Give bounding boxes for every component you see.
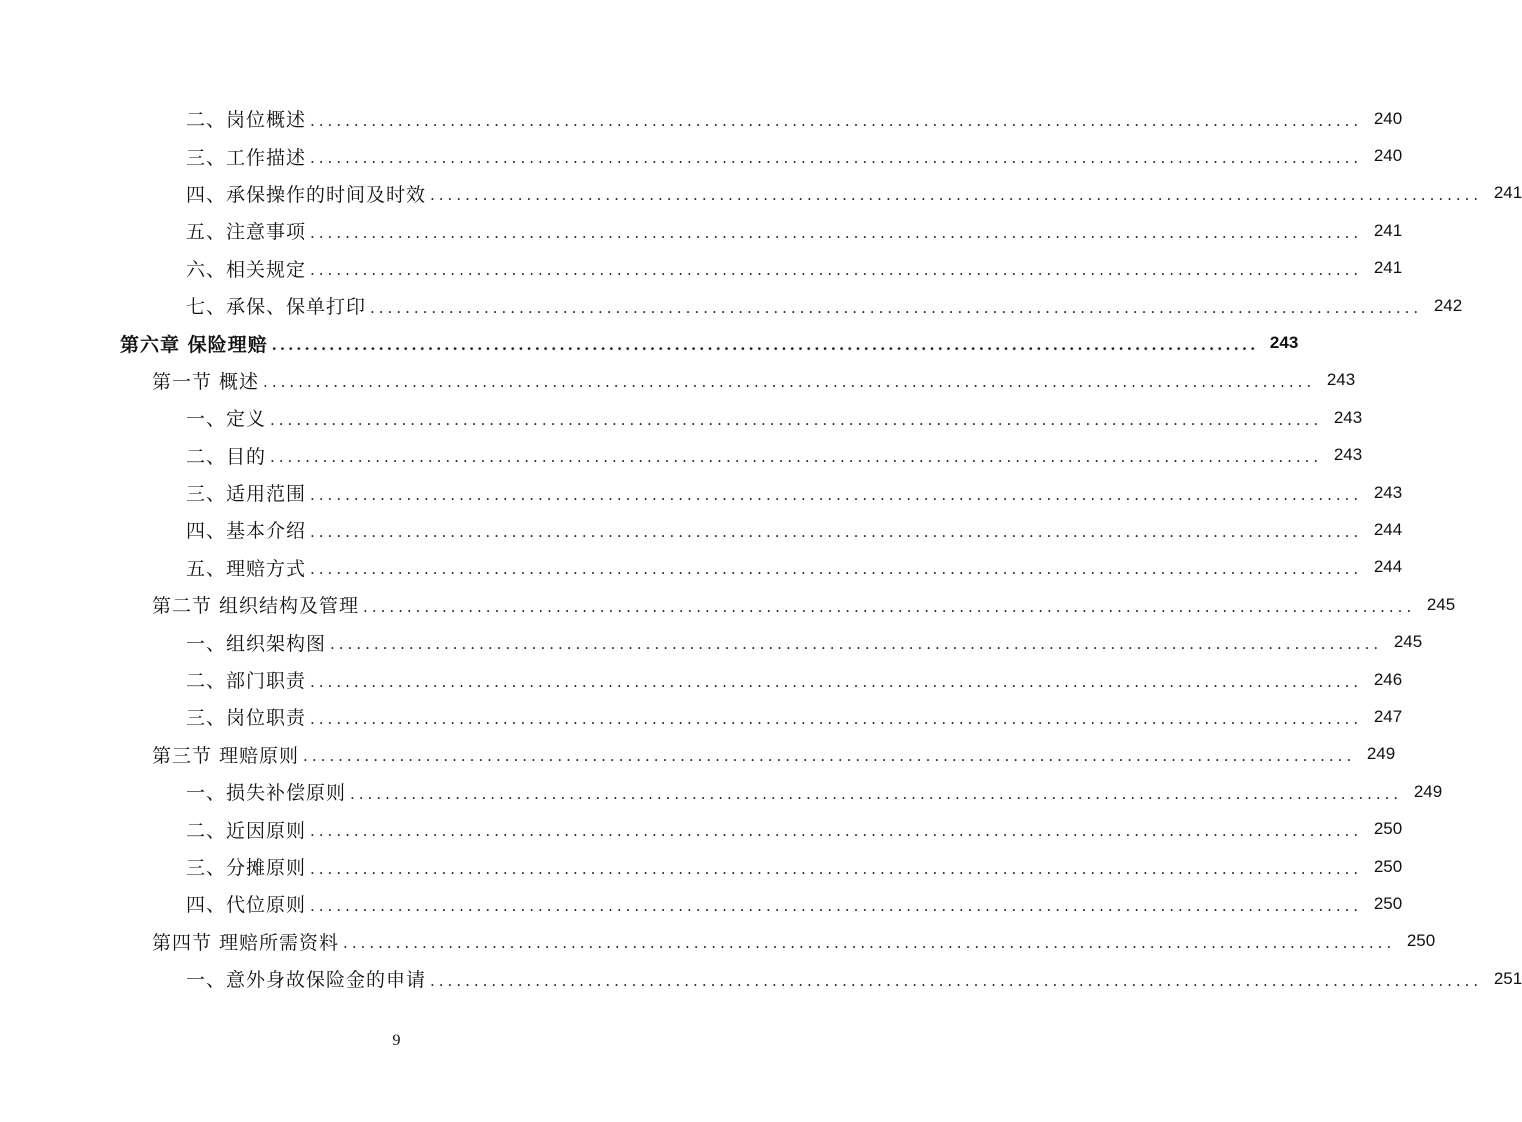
toc-entry-title: 三、分摊原则 bbox=[186, 857, 307, 879]
toc-leader-dots: ........................................................................................................................ bbox=[330, 635, 1383, 654]
toc-leader-dots: ........................................................................................................................ bbox=[271, 336, 1259, 355]
toc-leader-dots: ........................................................................................................................ bbox=[310, 560, 1363, 579]
toc-leader-dots: ........................................................................................................................ bbox=[303, 747, 1356, 766]
toc-leader-dots: ........................................................................................................................ bbox=[270, 448, 1323, 467]
toc-entry-page: 241 bbox=[1373, 258, 1403, 278]
toc-entry-title: 七、承保、保单打印 bbox=[186, 296, 367, 319]
toc-entry-title: 二、岗位概述 bbox=[186, 109, 307, 132]
toc-entry[interactable] bbox=[0, 511, 1403, 548]
toc-entry[interactable] bbox=[0, 287, 1463, 324]
toc-entry-page: 250 bbox=[1373, 893, 1403, 913]
toc-entry-title: 四、承保操作的时间及时效 bbox=[186, 183, 427, 206]
toc-leader-dots: ........................................................................................................................ bbox=[310, 261, 1363, 280]
toc-section-page: 243 bbox=[1326, 370, 1356, 390]
toc-leader-dots: ........................................................................................................................ bbox=[363, 597, 1416, 616]
toc-chapter-page: 243 bbox=[1269, 333, 1299, 353]
toc-section-page: 245 bbox=[1426, 594, 1456, 614]
toc-section-entry[interactable] bbox=[0, 736, 1396, 773]
toc-section-entry[interactable] bbox=[0, 362, 1356, 399]
toc-section-title: 第一节 概述 bbox=[152, 370, 260, 393]
toc-entry[interactable] bbox=[0, 212, 1403, 249]
toc-leader-dots: ........................................................................................................................ bbox=[270, 410, 1323, 429]
toc-entry-title: 一、组织架构图 bbox=[186, 632, 327, 655]
toc-entry-title: 四、代位原则 bbox=[186, 894, 307, 917]
toc-entry-page: 247 bbox=[1373, 706, 1403, 726]
toc-section-page: 249 bbox=[1366, 744, 1396, 764]
toc-leader-dots: ........................................................................................................................ bbox=[350, 784, 1403, 803]
toc-entry[interactable] bbox=[0, 661, 1403, 698]
toc-entry-page: 245 bbox=[1393, 632, 1423, 652]
toc-section-entry[interactable] bbox=[0, 923, 1436, 960]
toc-leader-dots: ........................................................................................................................ bbox=[370, 298, 1423, 317]
toc-section-title: 第三节 理赔原则 bbox=[152, 744, 300, 767]
toc-chapter-title: 第六章 保险理赔 bbox=[120, 333, 268, 356]
toc-entry-page: 244 bbox=[1373, 557, 1403, 577]
toc-entry-page: 251 bbox=[1493, 968, 1522, 988]
toc-entry-title: 二、目的 bbox=[186, 445, 267, 468]
page-number: 9 bbox=[392, 1032, 401, 1049]
toc-entry-title: 五、理赔方式 bbox=[186, 557, 307, 580]
toc-section-title: 第二节 组织结构及管理 bbox=[152, 595, 360, 618]
toc-entry[interactable] bbox=[0, 549, 1403, 586]
toc-entry[interactable] bbox=[0, 474, 1403, 511]
toc-entry-title: 六、相关规定 bbox=[186, 258, 307, 281]
toc-entry-title: 五、注意事项 bbox=[186, 221, 307, 244]
toc-entry-page: 240 bbox=[1373, 108, 1403, 128]
toc-entry-page: 246 bbox=[1373, 669, 1403, 689]
toc-leader-dots: ........................................................................................................................ bbox=[310, 223, 1363, 242]
toc-entry[interactable] bbox=[0, 175, 1522, 212]
toc-entry-page: 250 bbox=[1373, 819, 1403, 839]
toc-entry-title: 四、基本介绍 bbox=[186, 520, 307, 543]
toc-leader-dots: ........................................................................................................................ bbox=[310, 672, 1363, 691]
toc-entry-page: 243 bbox=[1333, 445, 1363, 465]
toc-entry[interactable] bbox=[0, 773, 1443, 810]
toc-entry[interactable] bbox=[0, 399, 1363, 436]
toc-entry-page: 240 bbox=[1373, 146, 1403, 166]
toc-entry-title: 一、意外身故保险金的申请 bbox=[186, 969, 427, 992]
toc-entry-title: 二、近因原则 bbox=[186, 819, 307, 842]
toc-leader-dots: ........................................................................................................................ bbox=[430, 971, 1483, 990]
toc-entry-title: 三、岗位职责 bbox=[186, 707, 307, 730]
toc-entry-page: 243 bbox=[1373, 482, 1403, 502]
toc-entry-page: 243 bbox=[1333, 407, 1363, 427]
toc-leader-dots: ........................................................................................................................ bbox=[310, 522, 1363, 541]
toc-entry-title: 一、损失补偿原则 bbox=[186, 782, 347, 805]
toc-entry-page: 249 bbox=[1413, 781, 1443, 801]
toc-leader-dots: ........................................................................................................................ bbox=[310, 149, 1363, 168]
toc-leader-dots: ........................................................................................................................ bbox=[310, 485, 1363, 504]
toc-entry[interactable] bbox=[0, 623, 1423, 660]
toc-entry[interactable] bbox=[0, 960, 1522, 997]
toc-entry-page: 241 bbox=[1373, 220, 1403, 240]
toc-entry-page: 250 bbox=[1373, 856, 1403, 876]
table-of-contents bbox=[0, 100, 1522, 997]
toc-leader-dots: ........................................................................................................................ bbox=[310, 896, 1363, 915]
toc-leader-dots: ........................................................................................................................ bbox=[310, 709, 1363, 728]
toc-leader-dots: ........................................................................................................................ bbox=[343, 934, 1396, 953]
toc-entry-page: 241 bbox=[1493, 183, 1522, 203]
toc-leader-dots: ........................................................................................................................ bbox=[310, 111, 1363, 130]
toc-entry[interactable] bbox=[0, 100, 1403, 137]
toc-entry[interactable] bbox=[0, 885, 1403, 922]
toc-entry-title: 二、部门职责 bbox=[186, 670, 307, 693]
toc-entry[interactable] bbox=[0, 848, 1403, 885]
toc-leader-dots: ........................................................................................................................ bbox=[310, 859, 1363, 878]
toc-entry[interactable] bbox=[0, 250, 1403, 287]
toc-section-page: 250 bbox=[1406, 931, 1436, 951]
toc-entry-title: 一、定义 bbox=[186, 408, 267, 431]
toc-entry[interactable] bbox=[0, 437, 1363, 474]
toc-entry-title: 三、工作描述 bbox=[186, 146, 307, 169]
toc-entry[interactable] bbox=[0, 698, 1403, 735]
toc-leader-dots: ........................................................................................................................ bbox=[310, 822, 1363, 841]
toc-section-entry[interactable] bbox=[0, 586, 1456, 623]
toc-entry-page: 244 bbox=[1373, 519, 1403, 539]
toc-section-title: 第四节 理赔所需资料 bbox=[152, 931, 340, 954]
toc-entry[interactable] bbox=[0, 810, 1403, 847]
toc-entry-page: 242 bbox=[1433, 295, 1463, 315]
toc-chapter-entry[interactable] bbox=[0, 324, 1299, 361]
toc-leader-dots: ........................................................................................................................ bbox=[263, 373, 1316, 392]
toc-leader-dots: ........................................................................................................................ bbox=[430, 186, 1483, 205]
toc-entry[interactable] bbox=[0, 137, 1403, 174]
toc-entry-title: 三、适用范围 bbox=[186, 483, 307, 506]
